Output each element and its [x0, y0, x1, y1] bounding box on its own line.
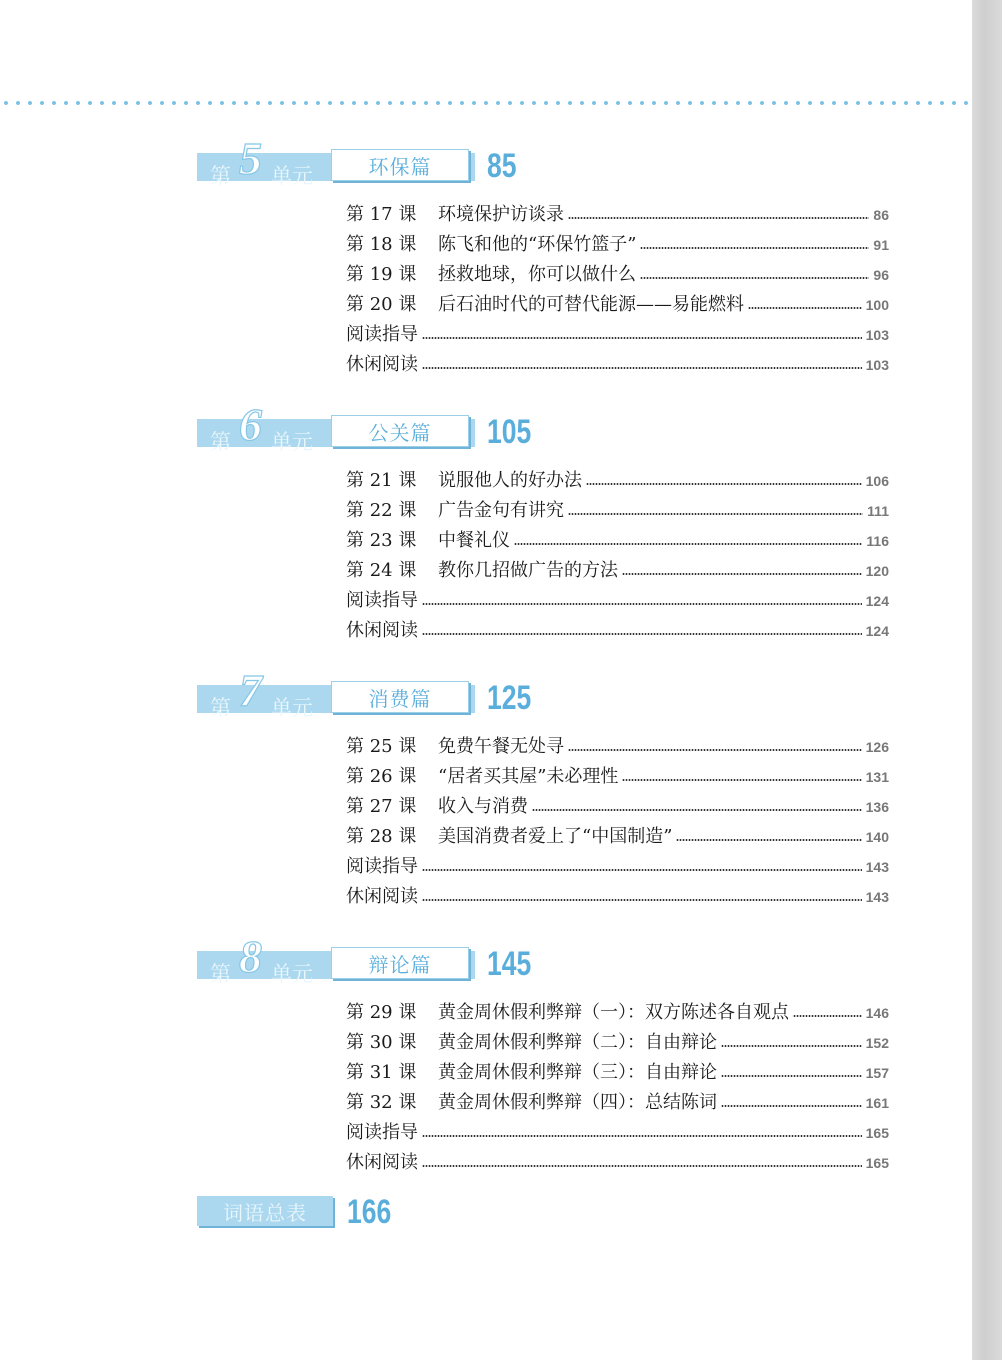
entry-page-number: 146	[865, 1005, 889, 1021]
lesson-entry[interactable]	[346, 1026, 889, 1056]
dot-leader	[640, 247, 869, 249]
entry-title: 拯救地球，你可以做什么	[438, 264, 636, 285]
lesson-number: 第 31 课	[346, 1062, 417, 1083]
dot-leader	[422, 869, 862, 871]
unit-suffix: 单元	[271, 164, 313, 188]
entry-title: 教你几招做广告的方法	[438, 560, 618, 581]
entry-page-number: 91	[873, 237, 889, 253]
lesson-number: 第 19 课	[346, 264, 417, 285]
unit-number: 5	[239, 133, 262, 184]
dot-leader	[622, 779, 861, 781]
unit-name: 公关篇	[368, 420, 432, 445]
entry-title: 收入与消费	[438, 796, 528, 817]
dot-leader	[422, 367, 862, 369]
unit-name: 消费篇	[368, 686, 432, 711]
entry-title: 阅读指导	[346, 590, 418, 611]
unit-name-box	[331, 947, 469, 979]
entry-title: 美国消费者爱上了“中国制造”	[438, 826, 673, 847]
dot-leader	[721, 1105, 862, 1107]
dot-leader	[422, 633, 862, 635]
entry-page-number: 126	[865, 739, 889, 755]
entry-page-number: 143	[865, 859, 889, 875]
entry-title: 免费午餐无处寻	[438, 736, 564, 757]
lesson-number: 第 23 课	[346, 530, 417, 551]
unit-name-box	[331, 415, 469, 447]
unit-suffix: 单元	[271, 696, 313, 720]
entry-title: 休闲阅读	[346, 886, 418, 907]
reading-entry[interactable]	[346, 1116, 889, 1146]
lesson-entry[interactable]	[346, 760, 889, 790]
lesson-number: 第 17 课	[346, 204, 417, 225]
glossary-band	[197, 1196, 333, 1226]
entry-page-number: 86	[873, 207, 889, 223]
dot-leader	[676, 839, 861, 841]
lesson-number: 第 27 课	[346, 796, 417, 817]
lesson-number: 第 30 课	[346, 1032, 417, 1053]
reading-entry[interactable]	[346, 584, 889, 614]
entry-page-number: 106	[865, 473, 889, 489]
dot-leader	[793, 1015, 862, 1017]
dot-leader	[422, 1165, 862, 1167]
unit-number: 7	[239, 665, 262, 716]
unit-page-number: 145	[487, 945, 532, 983]
dot-leader	[568, 749, 862, 751]
dot-leader	[586, 483, 862, 485]
entry-page-number: 100	[865, 297, 889, 313]
lesson-entry[interactable]	[346, 790, 889, 820]
lesson-entry[interactable]	[346, 730, 889, 760]
unit-prefix: 第	[210, 164, 231, 188]
lesson-number: 第 25 课	[346, 736, 417, 757]
lesson-entry[interactable]	[346, 996, 889, 1026]
entry-page-number: 103	[865, 327, 889, 343]
entry-page-number: 140	[865, 829, 889, 845]
reading-entry[interactable]	[346, 318, 889, 348]
unit-prefix: 第	[210, 430, 231, 454]
dotted-divider	[0, 100, 972, 106]
entry-title: 黄金周休假利弊辩（二）：自由辩论	[438, 1032, 717, 1053]
unit-header-8[interactable]	[197, 931, 897, 986]
entry-title: 阅读指导	[346, 856, 418, 877]
dot-leader	[422, 603, 862, 605]
entry-title: 黄金周休假利弊辩（一）：双方陈述各自观点	[438, 1002, 789, 1023]
entry-title: 阅读指导	[346, 1122, 418, 1143]
lesson-entry[interactable]	[346, 1056, 889, 1086]
unit-suffix: 单元	[271, 430, 313, 454]
lesson-entry[interactable]	[346, 524, 889, 554]
lesson-number: 第 22 课	[346, 500, 417, 521]
entry-title: 黄金周休假利弊辩（四）：总结陈词	[438, 1092, 717, 1113]
dot-leader	[622, 573, 862, 575]
lesson-number: 第 20 课	[346, 294, 417, 315]
glossary-header[interactable]	[197, 1192, 497, 1232]
unit-page-number: 125	[487, 679, 532, 717]
unit-page-number: 105	[487, 413, 532, 451]
lesson-number: 第 29 课	[346, 1002, 417, 1023]
entry-title: 中餐礼仪	[438, 530, 510, 551]
entry-page-number: 124	[865, 623, 889, 639]
entry-page-number: 116	[866, 533, 889, 549]
page-spine-edge	[972, 0, 1002, 1360]
dot-leader	[640, 277, 869, 279]
unit-number: 8	[239, 931, 262, 982]
entry-title: “居者买其屋”未必理性	[438, 766, 619, 787]
entry-title: 休闲阅读	[346, 620, 418, 641]
unit-header-5[interactable]	[197, 133, 897, 188]
dot-leader	[721, 1075, 862, 1077]
entry-page-number: 165	[865, 1155, 889, 1171]
entry-page-number: 131	[865, 769, 889, 785]
unit-header-7[interactable]	[197, 665, 897, 720]
entry-page-number: 124	[865, 593, 889, 609]
lesson-number: 第 18 课	[346, 234, 417, 255]
lesson-entry[interactable]	[346, 198, 889, 228]
reading-entry[interactable]	[346, 614, 889, 644]
entry-title: 广告金句有讲究	[438, 500, 564, 521]
lesson-entry[interactable]	[346, 554, 889, 584]
dot-leader	[422, 1135, 862, 1137]
entry-page-number: 165	[865, 1125, 889, 1141]
entry-title: 休闲阅读	[346, 1152, 418, 1173]
entry-page-number: 111	[867, 503, 889, 519]
reading-entry[interactable]	[346, 1146, 889, 1176]
lesson-entry[interactable]	[346, 1086, 889, 1116]
lesson-entry[interactable]	[346, 228, 889, 258]
unit-number: 6	[239, 399, 262, 450]
unit-name-box	[331, 681, 469, 713]
entry-page-number: 96	[873, 267, 889, 283]
unit-page-number: 85	[487, 147, 517, 185]
entry-title: 休闲阅读	[346, 354, 418, 375]
dot-leader	[514, 543, 862, 545]
dot-leader	[532, 809, 862, 811]
lesson-entry[interactable]	[346, 820, 889, 850]
entry-page-number: 157	[865, 1065, 889, 1081]
entry-page-number: 143	[865, 889, 889, 905]
lesson-number: 第 21 课	[346, 470, 417, 491]
reading-entry[interactable]	[346, 348, 889, 378]
lesson-number: 第 26 课	[346, 766, 417, 787]
dot-leader	[748, 307, 862, 309]
entry-title: 黄金周休假利弊辩（三）：自由辩论	[438, 1062, 717, 1083]
unit-name-box	[331, 149, 469, 181]
lesson-entry[interactable]	[346, 258, 889, 288]
entry-page-number: 152	[865, 1035, 889, 1051]
unit-name: 环保篇	[368, 154, 432, 179]
unit-suffix: 单元	[271, 962, 313, 986]
glossary-page-number: 166	[347, 1193, 392, 1231]
unit-name: 辩论篇	[368, 952, 432, 977]
dot-leader	[568, 513, 863, 515]
entry-title: 阅读指导	[346, 324, 418, 345]
lesson-number: 第 32 课	[346, 1092, 417, 1113]
entry-page-number: 120	[865, 563, 889, 579]
entry-title: 后石油时代的可替代能源——易能燃料	[438, 294, 744, 315]
entry-title: 说服他人的好办法	[438, 470, 582, 491]
unit-header-6[interactable]	[197, 399, 897, 454]
lesson-number: 第 24 课	[346, 560, 417, 581]
reading-entry[interactable]	[346, 880, 889, 910]
entry-page-number: 161	[865, 1095, 889, 1111]
unit-prefix: 第	[210, 696, 231, 720]
dot-leader	[568, 217, 869, 219]
lesson-entry[interactable]	[346, 494, 889, 524]
dot-leader	[721, 1045, 862, 1047]
dot-leader	[422, 899, 862, 901]
entry-title: 陈飞和他的“环保竹篮子”	[438, 234, 637, 255]
unit-prefix: 第	[210, 962, 231, 986]
lesson-entry[interactable]	[346, 288, 889, 318]
entry-page-number: 103	[865, 357, 889, 373]
lesson-entry[interactable]	[346, 464, 889, 494]
glossary-label: 词语总表	[223, 1200, 307, 1225]
dot-leader	[422, 337, 862, 339]
reading-entry[interactable]	[346, 850, 889, 880]
lesson-number: 第 28 课	[346, 826, 417, 847]
entry-title: 环境保护访谈录	[438, 204, 564, 225]
entry-page-number: 136	[865, 799, 889, 815]
